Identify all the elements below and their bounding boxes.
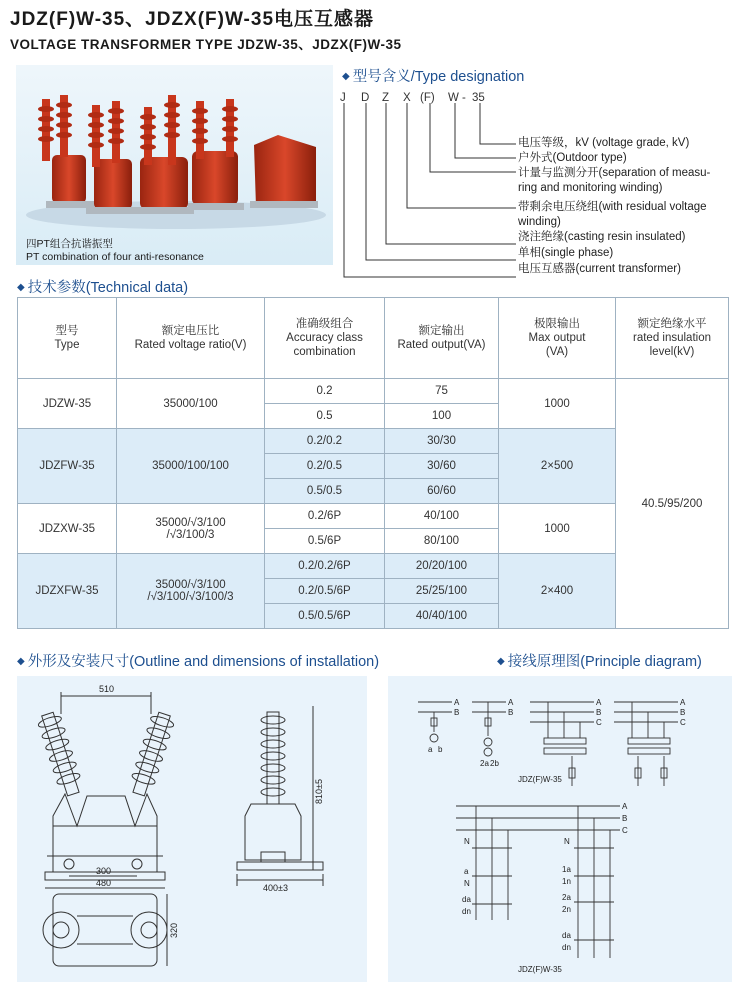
- phase-label: A: [454, 698, 460, 707]
- code-part-j: J: [340, 92, 346, 104]
- winding-label: dn: [462, 907, 471, 916]
- header-max-output: 极限输出 Max output (VA): [499, 298, 616, 379]
- cell-insulation: 40.5/95/200: [616, 379, 729, 629]
- diamond-bullet-icon: ◆: [497, 656, 505, 667]
- phase-label: A: [596, 698, 602, 707]
- designation-item: 电压等级，kV (voltage grade, kV): [518, 137, 690, 149]
- winding-label: 2b: [490, 759, 499, 768]
- photo-caption-en: PT combination of four anti-resonance: [26, 251, 204, 263]
- photo-caption: [26, 238, 204, 264]
- principle-diagram-panel: [388, 676, 732, 982]
- cell-accuracy: 0.5: [265, 404, 385, 429]
- diamond-bullet-icon: ◆: [17, 656, 25, 667]
- code-part-z: Z: [382, 92, 390, 104]
- cell-output: 20/20/100: [385, 554, 499, 579]
- cell-output: 40/40/100: [385, 604, 499, 629]
- outline-drawing-panel: [17, 676, 367, 982]
- table-header-row: [18, 298, 729, 379]
- code-part-f: (F): [420, 92, 435, 104]
- diamond-bullet-icon: ◆: [342, 71, 350, 82]
- pt-unit: [250, 135, 318, 208]
- cell-accuracy: 0.5/0.5/6P: [265, 604, 385, 629]
- technical-data-heading: [17, 276, 188, 297]
- header-type: 型号 Type: [18, 298, 117, 379]
- phase-label: B: [622, 814, 628, 823]
- cell-output: 40/100: [385, 504, 499, 529]
- cell-max-output: 1000: [499, 504, 616, 554]
- code-part-w: W: [448, 92, 459, 104]
- phase-label: C: [680, 718, 686, 727]
- section-heading-text: 接线原理图(Principle diagram): [507, 654, 702, 670]
- header-ratio: 额定电压比 Rated voltage ratio(V): [117, 298, 265, 379]
- product-photo: [16, 65, 333, 265]
- cell-output: 30/30: [385, 429, 499, 454]
- designation-item: 户外式(Outdoor type): [518, 152, 627, 164]
- page-title: JDZ(F)W-35、JDZX(F)W-35电压互感器: [10, 9, 375, 30]
- diagram-caption: JDZ(F)W-35: [518, 775, 562, 784]
- winding-label: 2n: [562, 905, 571, 914]
- phase-label: B: [596, 708, 602, 717]
- cell-ratio: 35000/√3/100 /√3/100/√3/100/3: [117, 554, 265, 629]
- cell-output: 60/60: [385, 479, 499, 504]
- section-heading-text: 型号含义/Type designation: [352, 69, 525, 85]
- winding-label: dn: [562, 943, 571, 952]
- pt-unit: [136, 95, 194, 214]
- table-row: [18, 379, 729, 404]
- designation-item: 浇注绝缘(casting resin insulated): [518, 231, 686, 243]
- diamond-bullet-icon: ◆: [17, 282, 25, 293]
- dim-side: 400±3: [263, 883, 288, 893]
- header-insulation: 额定绝缘水平 rated insulation level(kV): [616, 298, 729, 379]
- designation-item: winding): [518, 216, 561, 228]
- cell-ratio: 35000/√3/100 /√3/100/3: [117, 504, 265, 554]
- cell-output: 25/25/100: [385, 579, 499, 604]
- winding-label: da: [462, 895, 471, 904]
- code-part-dash: -: [462, 92, 466, 104]
- phase-label: A: [680, 698, 686, 707]
- phase-label: B: [454, 708, 460, 717]
- technical-data-table: [17, 297, 729, 629]
- winding-label: da: [562, 931, 571, 940]
- cell-ratio: 35000/100/100: [117, 429, 265, 504]
- cell-accuracy: 0.2/0.5/6P: [265, 579, 385, 604]
- section-heading-text: 技术参数(Technical data): [27, 280, 189, 296]
- diagram-caption: JDZ(F)W-35: [518, 965, 562, 974]
- winding-label: N: [464, 837, 470, 846]
- header-output: 额定输出 Rated output(VA): [385, 298, 499, 379]
- winding-label: 1a: [562, 865, 571, 874]
- winding-label: b: [438, 745, 443, 754]
- cell-accuracy: 0.2/0.2: [265, 429, 385, 454]
- section-heading-text: 外形及安装尺寸(Outline and dimensions of installation): [27, 654, 380, 670]
- designation-item: 带剩余电压绕组(with residual voltage: [518, 201, 707, 213]
- type-designation-diagram: [340, 92, 730, 282]
- phase-label: A: [622, 802, 628, 811]
- dim-base: 480: [96, 878, 112, 888]
- winding-label: a: [464, 867, 469, 876]
- header-accuracy: 准确级组合 Accuracy class combination: [265, 298, 385, 379]
- phase-label: C: [596, 718, 602, 727]
- designation-item: 电压互感器(current transformer): [518, 263, 681, 275]
- cell-accuracy: 0.2/0.5: [265, 454, 385, 479]
- cell-accuracy: 0.2: [265, 379, 385, 404]
- pt-unit: [188, 99, 244, 210]
- page-subtitle: VOLTAGE TRANSFORMER TYPE JDZW-35、JDZX(F)W-35: [10, 37, 402, 52]
- winding-label: 2a: [562, 893, 571, 902]
- phase-label: B: [508, 708, 514, 717]
- cell-accuracy: 0.5/0.5: [265, 479, 385, 504]
- winding-label: a: [428, 745, 433, 754]
- cell-output: 75: [385, 379, 499, 404]
- code-part-35: 35: [472, 92, 485, 104]
- cell-max-output: 1000: [499, 379, 616, 429]
- cell-max-output: 2×500: [499, 429, 616, 504]
- cell-type: JDZFW-35: [18, 429, 117, 504]
- photo-caption-cn: 四PT组合抗谐振型: [26, 238, 113, 250]
- winding-label: N: [564, 837, 570, 846]
- cell-accuracy: 0.2/0.2/6P: [265, 554, 385, 579]
- winding-label: 1n: [562, 877, 571, 886]
- code-part-x: X: [403, 92, 411, 104]
- cell-type: JDZXW-35: [18, 504, 117, 554]
- dim-height: 810±5: [314, 779, 324, 804]
- cell-type: JDZW-35: [18, 379, 117, 429]
- cell-output: 80/100: [385, 529, 499, 554]
- cell-accuracy: 0.2/6P: [265, 504, 385, 529]
- cell-output: 30/60: [385, 454, 499, 479]
- phase-label: A: [508, 698, 514, 707]
- phase-label: B: [680, 708, 686, 717]
- winding-label: N: [464, 879, 470, 888]
- dim-mid: 300: [96, 866, 112, 876]
- cell-max-output: 2×400: [499, 554, 616, 629]
- pt-unit: [86, 101, 140, 214]
- designation-item: ring and monitoring winding): [518, 182, 663, 194]
- cell-type: JDZXFW-35: [18, 554, 117, 629]
- cell-ratio: 35000/100: [117, 379, 265, 429]
- cell-accuracy: 0.5/6P: [265, 529, 385, 554]
- dim-depth: 320: [169, 922, 179, 938]
- dim-top: 510: [99, 684, 115, 694]
- designation-item: 计量与监测分开(separation of measu-: [518, 167, 711, 179]
- designation-item: 单相(single phase): [518, 247, 614, 259]
- outline-heading: [17, 650, 379, 671]
- pt-unit: [38, 95, 94, 208]
- type-designation-heading: [342, 65, 524, 86]
- phase-label: C: [622, 826, 628, 835]
- principle-heading: [497, 650, 702, 671]
- winding-label: 2a: [480, 759, 489, 768]
- cell-output: 100: [385, 404, 499, 429]
- code-part-d: D: [361, 92, 370, 104]
